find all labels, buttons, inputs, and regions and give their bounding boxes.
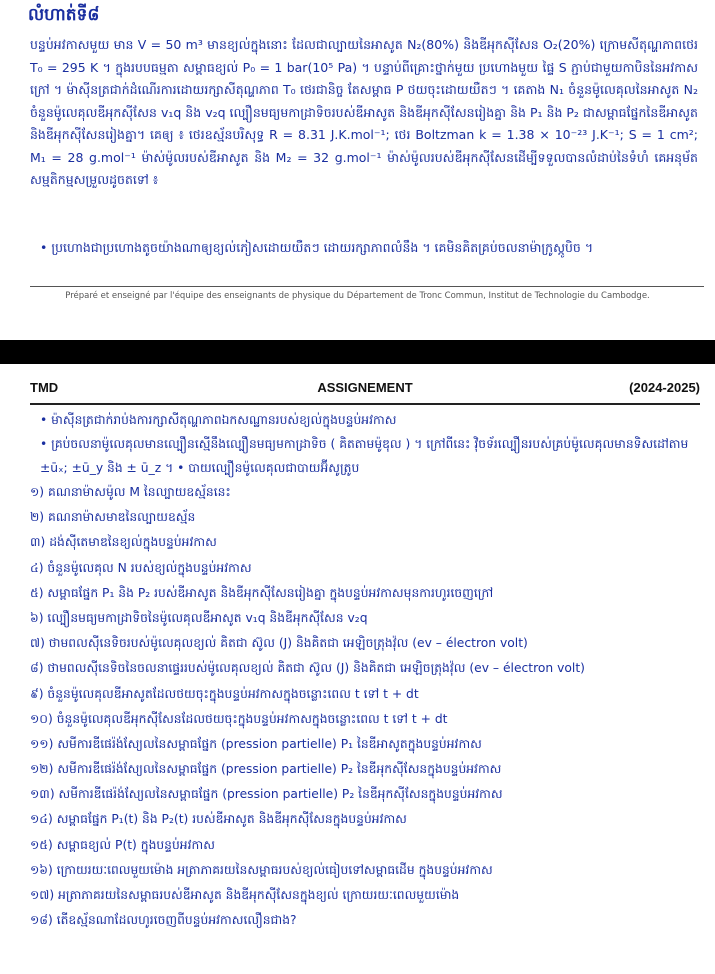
page-2 xyxy=(0,372,715,974)
question-item: ២) គណនាម៉ាសមាឌនៃល្បាយឧស្ម័ន xyxy=(30,510,196,525)
header-left: TMD xyxy=(30,380,59,395)
hypothesis-bullet-2: • គ្រប់ចលនាម៉ូលេគុលមានល្បឿនស្មើនឹងល្បឿនមធ្យមកាដ្រាទិច ( គិតតាមម៉ូឌុល ) ។ ក្រៅពីនេះ វ៉ិចទ័រល្បឿនរបស់គ្រប់ម៉ូលេគុលមានទិសដៅតាម ±ūₓ; ±ū_y និង ± ū_z ។ • បាយល្បឿនម៉ូលេគុលជាបាយអ៊ីសូត្រូប xyxy=(40,437,689,475)
question-item: ១៦) ក្រោយរយៈពេលមួយម៉ោង អត្រាភាគរយនៃសម្ពាធរបស់ខ្យល់ធៀបទៅសម្ពាធដើម ក្នុងបន្ទប់អវកាស xyxy=(30,862,493,877)
exercise-title: លំហាត់ទី៨ xyxy=(28,5,100,25)
header-right: (2024-2025) xyxy=(629,380,700,395)
exercise-statement: បន្ទប់អវកាសមួយ មាន V = 50 m³ មានខ្យល់ក្នុងនោះ ដែលជាល្បាយនៃអាសូត N₂(80%) និងឌីអុកស៊ីសែន O₂(20%) ក្រោមសីតុណ្ហភាពថេរ T₀ = 295 K ។ ក្នុងរបបធម្មតា សម្ពាធខ្យល់ P₀ = 1 bar(10⁵ Pa) ។ បន្ទាប់ពីគ្រោះថ្នាក់មួយ ប្រហោងមួយ ផ្ទៃ S ភ្ជាប់ជាមួយកាបិននៃអវកាសក្រៅ ។ ម៉ាស៊ីនត្រជាក់ដំណើរការដោយរក្សាសីតុណ្ហភាព T₀ ថេរជានិច្ច តែសម្ពាធ P ថយចុះដោយយឺតៗ ។ គេតាង N₁ ចំនួនម៉ូលេគុលនៃអាសូត N₂ ចំនួនម៉ូលេគុលឌីអុកស៊ីសែន v₁q និង v₂q ល្បឿនមធ្យមកាដ្រាទិចរបស់ឌីអាសូត និងឌីអុកស៊ីសែនរៀងគ្នា និង P₁ និង P₂ ជាសម្ពាធផ្នែកនៃឌីអាសូត និងឌីអុកស៊ីសែនរៀងគ្នា។ គេឲ្យ ៖ ថេរឧស្ម័នបរិសុទ្ធ R = 8.31 J.K.mol⁻¹; ថេរ Boltzman k = 1.38 × 10⁻²³ J.K⁻¹; S = 1 cm²; M₁ = 28 g.mol⁻¹ ម៉ាស់ម៉ូលរបស់ឌីអាសូត និង M₂ = 32 g.mol⁻¹ ម៉ាស់ម៉ូលរបស់ឌីអុកស៊ីសែនដើម្បីទទួលបានលំដាប់នៃទំហំ គេអនុម័តសម្មតិកម្មសម្រួលដូចតទៅ ៖ xyxy=(30,37,698,187)
assignment-content xyxy=(30,408,705,933)
question-item: ១៣) សមីការឌីផេរ៉ង់ស្យែលនៃសម្ពាធផ្នែក (pression partielle) P₂ នៃឌីអុកស៊ីសែនក្នុងបន្ទប់អវកាស xyxy=(30,787,503,802)
page-1 xyxy=(0,0,715,330)
question-item: ៥) សម្ពាធផ្នែក P₁ និង P₂ របស់ឌីអាសូត និងឌីអុកស៊ីសែនរៀងគ្នា ក្នុងបន្ទប់អវកាសមុនការហូរចេញក្រៅ xyxy=(30,585,494,600)
page-separator xyxy=(0,340,715,364)
question-item: ៣) ដង់ស៊ីតេមាឌនៃខ្យល់ក្នុងបន្ទប់អវកាស xyxy=(30,535,217,550)
question-item: ១២) សមីការឌីផេរ៉ង់ស្យែលនៃសម្ពាធផ្នែក (pression partielle) P₂ នៃឌីអុកស៊ីសែនក្នុងបន្ទប់អវកាស xyxy=(30,762,502,777)
question-item: ១៤) សម្ពាធផ្នែក P₁(t) និង P₂(t) របស់ឌីអាសូត និងឌីអុកស៊ីសែនក្នុងបន្ទប់អវកាស xyxy=(30,812,407,827)
question-item: ១៨) តើឧស្ម័នណាដែលហូរចេញពីបន្ទប់អវកាសលឿនជាង? xyxy=(30,913,297,928)
header-center: ASSIGNEMENT xyxy=(317,380,413,395)
hypothesis-bullet-1: • ម៉ាស៊ីនត្រជាក់រាប់ងការក្សាសីតុណ្ហភាពឯកសណ្ឋានរបស់ខ្យល់ក្នុងបន្ទប់អវកាស xyxy=(40,413,397,427)
header-divider xyxy=(30,403,700,405)
question-item: ៨) ថាមពលស៊ីនេទិចនៃចលនាផ្ទេររបស់ម៉ូលេគុលខ្យល់ គិតជា ស៊ូល (J) និងគិតជា អេឡិចត្រុងវ៉ុល (ev – électron volt) xyxy=(30,661,585,676)
footer-divider xyxy=(30,286,704,287)
question-item: ៦) ល្បឿនមធ្យមកាដ្រាទិចនៃម៉ូលេគុលឌីអាសូត v₁q និងឌីអុកស៊ីសែន v₂q xyxy=(30,610,368,625)
hypothesis-bullet: • ប្រហោងជាប្រហោងតូចយ៉ាងណាឲ្យខ្យល់ភៀសដោយយឺតៗ ដោយរក្សាភាពលំនឹង ។ គេមិនគិតគ្រប់ចលនាម៉ាក្រូស្កូបិច ។ xyxy=(40,240,594,255)
question-item: ១០) ចំនួនម៉ូលេគុលឌីអុកស៊ីសែនដែលថយចុះក្នុងបន្ទប់អវកាសក្នុងចន្លោះពេល t ទៅ t + dt xyxy=(30,711,448,726)
question-item: ៤) ចំនួនម៉ូលេគុល N របស់ខ្យល់ក្នុងបន្ទប់អវកាស xyxy=(30,560,252,575)
question-list xyxy=(30,480,705,933)
question-item: ៩) ចំនួនម៉ូលេគុលឌីអាសូតដែលថយចុះក្នុងបន្ទប់អវកាសក្នុងចន្លោះពេល t ទៅ t + dt xyxy=(30,686,419,701)
question-item: ១១) សមីការឌីផេរ៉ង់ស្យែលនៃសម្ពាធផ្នែក (pression partielle) P₁ នៃឌីអាសូតក្នុងបន្ទប់អវកាស xyxy=(30,736,482,751)
question-item: ១៧) អត្រាភាគរយនៃសម្ពាធរបស់ឌីអាសូត និងឌីអុកស៊ីសែនក្នុងខ្យល់ ក្រោយរយៈពេលមួយម៉ោង xyxy=(30,888,460,902)
question-item: ១៥) សម្ពាធខ្យល់ P(t) ក្នុងបន្ទប់អវកាស xyxy=(30,837,215,852)
page-header xyxy=(30,380,700,400)
footer-credit: Préparé et enseigné par l'équipe des enseignants de physique du Département de Tronc Commun, Institut de Technologie du Cambodge. xyxy=(65,291,650,301)
question-item: ១) គណនាម៉ាសម៉ូល M នៃល្បាយឧស្ម័ននេះ xyxy=(30,485,231,499)
question-item: ៧) ថាមពលស៊ីនេទិចរបស់ម៉ូលេគុលខ្យល់ គិតជា ស៊ូល (J) និងគិតជា អេឡិចត្រុងវ៉ុល (ev – électron volt) xyxy=(30,636,528,651)
